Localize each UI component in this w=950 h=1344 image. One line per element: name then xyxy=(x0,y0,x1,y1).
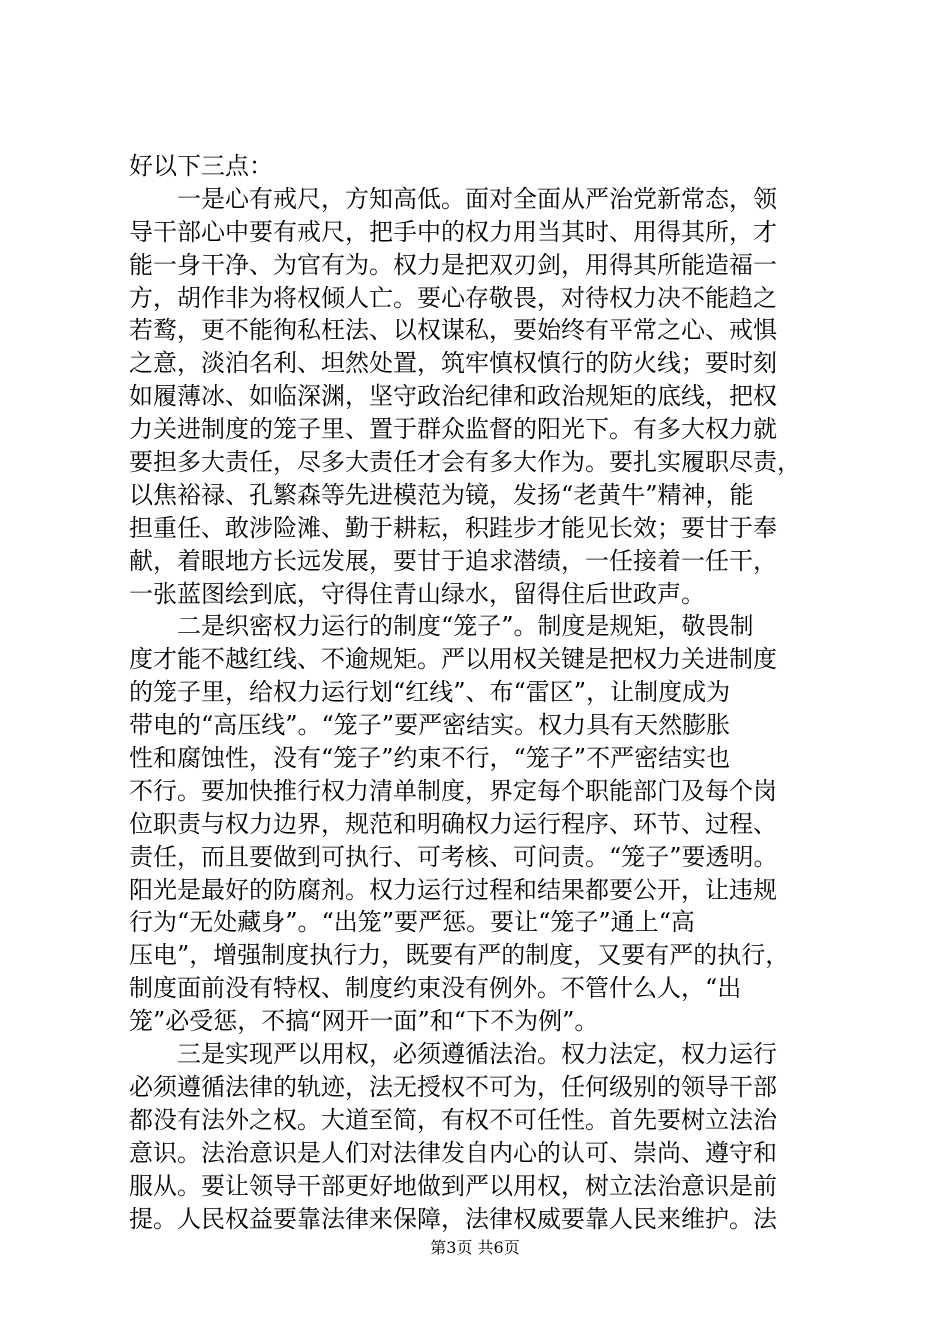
text-line: 能一身干净、为官有为。权力是把双刃剑，用得其所能造福一 xyxy=(129,250,777,279)
text-line: 都没有法外之权。大道至简，有权不可任性。首先要树立法治 xyxy=(129,1105,777,1134)
text-line: 方，胡作非为将权倾人亡。要心存敬畏，对待权力决不能趋之 xyxy=(129,283,777,312)
text-line: 位职责与权力边界，规范和明确权力运行程序、环节、过程、 xyxy=(129,809,777,838)
text-line: 意识。法治意识是人们对法律发自内心的认可、崇尚、遵守和 xyxy=(129,1138,777,1167)
text-line: 二是织密权力运行的制度“笼子”。制度是规矩，敬畏制 xyxy=(177,612,754,641)
text-line: 三是实现严以用权，必须遵循法治。权力法定，权力运行 xyxy=(177,1040,777,1069)
text-line: 力关进制度的笼子里、置于群众监督的阳光下。有多大权力就 xyxy=(129,415,777,444)
text-line: 之意，淡泊名利、坦然处置，筑牢慎权慎行的防火线；要时刻 xyxy=(129,349,777,378)
text-line: 一是心有戒尺，方知高低。面对全面从严治党新常态，领 xyxy=(177,184,777,213)
text-line: 导干部心中要有戒尺，把手中的权力用当其时、用得其所，才 xyxy=(129,217,777,246)
text-line: 阳光是最好的防腐剂。权力运行过程和结果都要公开，让违规 xyxy=(129,875,777,904)
text-line: 如履薄冰、如临深渊，坚守政治纪律和政治规矩的底线，把权 xyxy=(129,382,777,411)
text-line: 服从。要让领导干部更好地做到严以用权，树立法治意识是前 xyxy=(129,1171,777,1200)
text-line: 性和腐蚀性，没有“笼子”约束不行，“笼子”不严密结实也 xyxy=(129,744,731,773)
page-footer: 第3页 共6页 xyxy=(430,1238,520,1257)
text-line: 制度面前没有特权、制度约束没有例外。不管什么人，“出 xyxy=(129,974,742,1003)
text-line: 度才能不越红线、不逾规矩。严以用权关键是把权力关进制度 xyxy=(129,645,777,674)
text-line: 提。人民权益要靠法律来保障，法律权威要靠人民来维护。法 xyxy=(129,1204,777,1233)
text-line: 要担多大责任，尽多大责任才会有多大作为。要扎实履职尽责， xyxy=(129,448,801,477)
text-line: 行为“无处藏身”。“出笼”要严惩。要让“笼子”通上“高 xyxy=(129,908,695,937)
text-line: 好以下三点： xyxy=(129,152,273,180)
text-line: 笼”必受惩，不搞“网开一面”和“下不为例”。 xyxy=(129,1007,599,1036)
text-line: 献，着眼地方长远发展，要甘于追求潜绩，一任接着一任干， xyxy=(129,546,777,575)
text-line: 必须遵循法律的轨迹，法无授权不可为，任何级别的领导干部 xyxy=(129,1072,777,1101)
text-line: 一张蓝图绘到底，守得住青山绿水，留得住后世政声。 xyxy=(129,579,705,608)
body-text xyxy=(129,150,834,1235)
text-line: 若鹜，更不能徇私枉法、以权谋私，要始终有平常之心、戒惧 xyxy=(129,316,777,345)
text-line: 压电”，增强制度执行力，既要有严的制度，又要有严的执行， xyxy=(129,941,790,970)
text-line: 的笼子里，给权力运行划“红线”、布“雷区”，让制度成为 xyxy=(129,678,731,707)
text-line: 不行。要加快推行权力清单制度，界定每个职能部门及每个岗 xyxy=(129,776,777,805)
text-line: 以焦裕禄、孔繁森等先进模范为镜，发扬“老黄牛”精神，能 xyxy=(129,480,754,509)
text-line: 带电的“高压线”。“笼子”要严密结实。权力具有天然膨胀 xyxy=(129,711,731,740)
text-line: 担重任、敢涉险滩、勤于耕耘，积跬步才能见长效；要甘于奉 xyxy=(129,513,777,542)
text-line: 责任，而且要做到可执行、可考核、可问责。“笼子”要透明。 xyxy=(129,842,778,871)
